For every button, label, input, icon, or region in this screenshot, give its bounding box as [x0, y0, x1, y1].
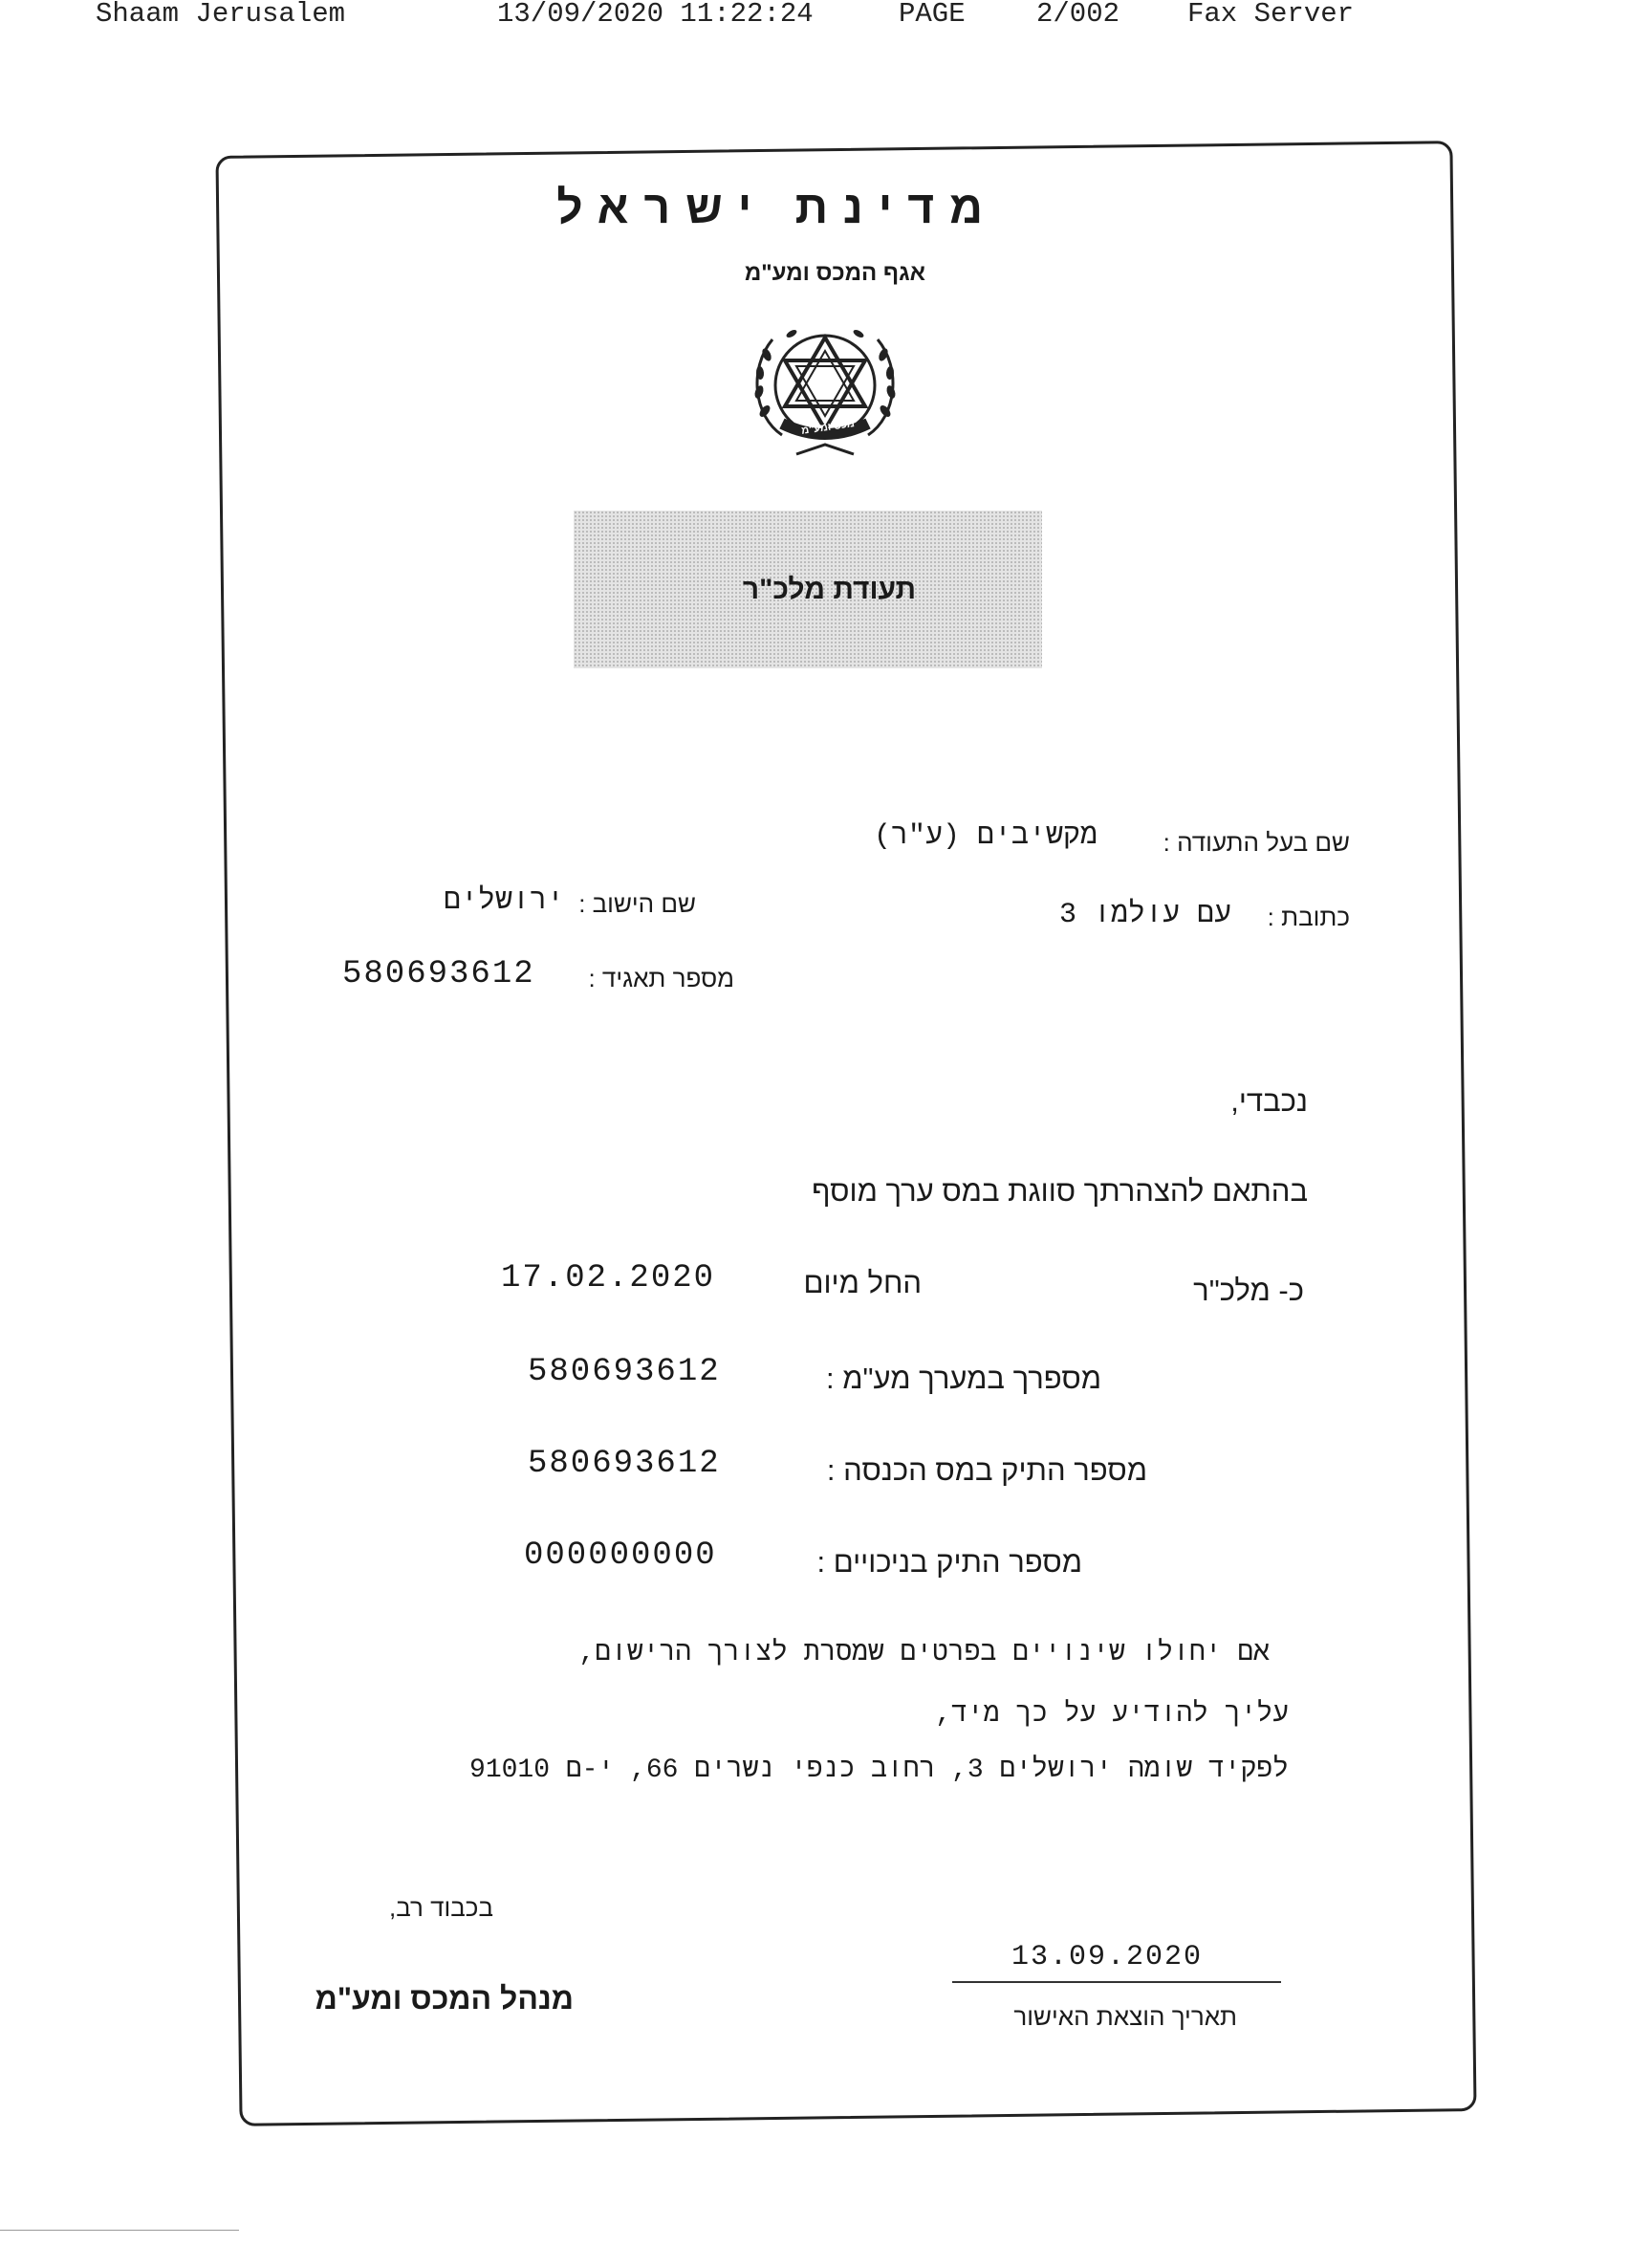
address-value: עם עולמו 3: [1058, 899, 1231, 931]
deductions-file-label: מספר התיק בניכויים :: [816, 1545, 1082, 1579]
signatory: מנהל המכס ומע"מ: [315, 1981, 574, 2016]
intro-text: בהתאם להצהרתך סווגת במס ערך מוסף: [812, 1174, 1308, 1208]
city-value: ירושלים: [443, 885, 564, 918]
issue-date-label: תאריך הוצאת האישור: [1013, 2002, 1237, 2031]
star-of-david-emblem-icon: [744, 311, 906, 464]
notice-line-1: אם יחולו שינויים בפרטים שמסרת לצורך הרישום,: [578, 1639, 1270, 1668]
holder-name-label: שם בעל התעודה :: [1163, 828, 1350, 857]
address-label: כתובת :: [1267, 903, 1350, 931]
classification-label: כ- מלכ"ר: [1193, 1274, 1304, 1307]
fax-datetime: 13/09/2020 11:22:24: [497, 0, 814, 30]
vat-file-value: 580693612: [528, 1354, 721, 1390]
deductions-file-value: 000000000: [524, 1537, 717, 1574]
from-date-value: 17.02.2020: [501, 1260, 716, 1297]
city-label: שם הישוב :: [578, 889, 696, 918]
closing: בכבוד רב,: [388, 1893, 493, 1922]
corp-number-value: 580693612: [342, 956, 535, 992]
scan-edge-line: [0, 2230, 239, 2231]
fax-sender: Shaam Jerusalem: [96, 0, 346, 30]
income-tax-file-value: 580693612: [528, 1446, 721, 1482]
department-subtitle: אגף המכס ומע"מ: [744, 260, 925, 286]
emblem-text: מכס ומע"מ: [800, 418, 856, 437]
vat-file-label: מספרך במערך מע"מ :: [826, 1362, 1101, 1395]
fax-server: Fax Server: [1187, 0, 1355, 30]
issue-date-value: 13.09.2020: [1011, 1941, 1204, 1973]
from-date-label: החל מיום: [803, 1266, 922, 1299]
notice-line-3: לפקיד שומה ירושלים 3, רחוב כנפי נשרים 66, י-ם 91010: [469, 1755, 1289, 1785]
income-tax-file-label: מספר התיק במס הכנסה :: [826, 1453, 1147, 1487]
issue-date-line: [952, 1981, 1281, 1983]
page-title: מדינת ישראל: [556, 183, 998, 233]
corp-number-label: מספר תאגיד :: [588, 964, 734, 992]
fax-page-number: 2/002: [1036, 0, 1120, 30]
fax-page-label: PAGE: [899, 0, 966, 30]
certificate-title: תעודת מלכ"ר: [742, 574, 916, 605]
notice-line-2: עליך להודיע על כך מיד,: [935, 1700, 1289, 1730]
greeting: נכבדי,: [1230, 1084, 1308, 1118]
holder-name-value: מקשיבים (ע"ר): [873, 820, 1098, 853]
